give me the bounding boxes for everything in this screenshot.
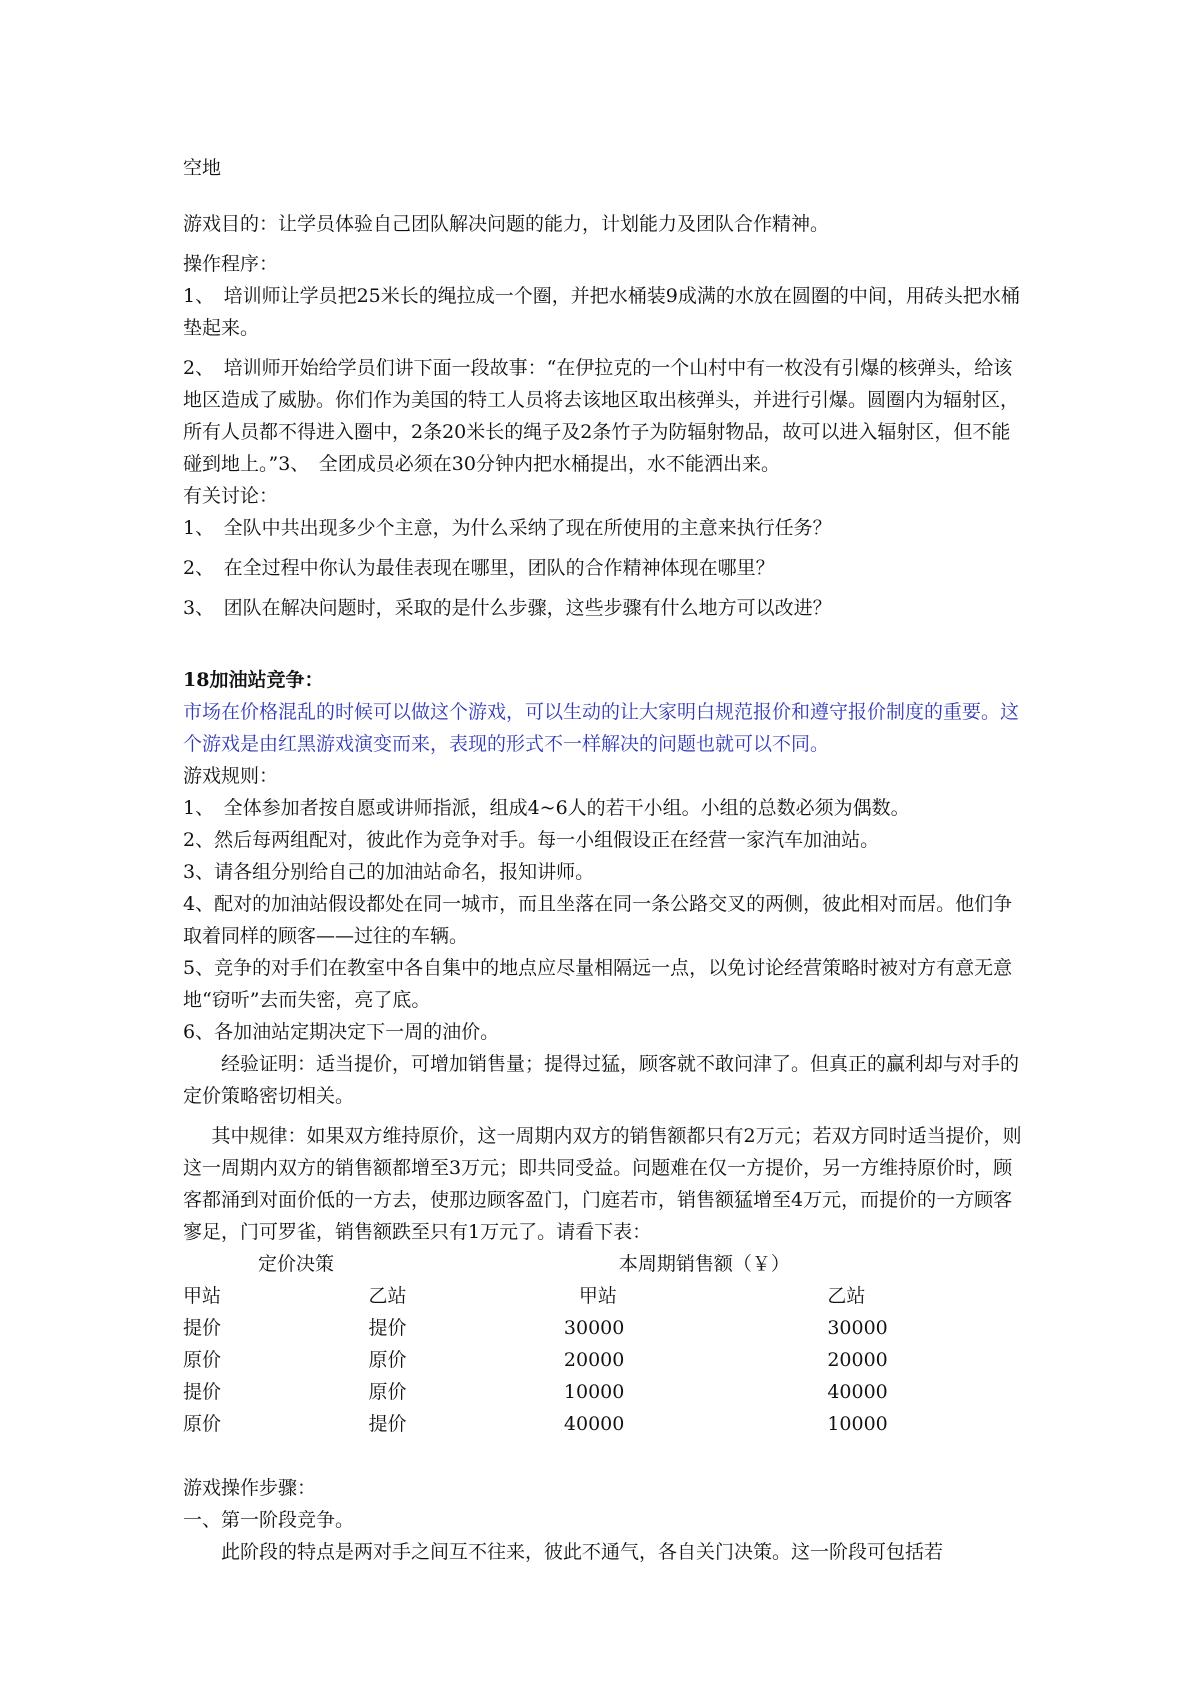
discussion-heading: 有关讨论： — [183, 485, 279, 507]
rules-heading: 游戏规则： — [183, 765, 279, 787]
table-row — [183, 1408, 1023, 1440]
procedure-heading: 操作程序： — [183, 253, 279, 275]
col-sales-b: 乙站 — [827, 1285, 866, 1307]
table-row — [183, 1376, 1023, 1408]
procedure-step-1: 1、 培训师让学员把25米长的绳拉成一个圈，并把水桶装9成满的水放在圆圈的中间，用砖头把水桶垫起来。 — [183, 285, 1020, 339]
rule-5: 5、竞争的对手们在教室中各自集中的地点应尽量相隔远一点，以免讨论经营策略时被对方有意无意地“窃听”去而失密，亮了底。 — [183, 957, 1013, 1011]
table-cell: 原价 — [183, 1413, 222, 1435]
table-cell: 40000 — [563, 1413, 625, 1435]
game-purpose: 游戏目的：让学员体验自己团队解决问题的能力，计划能力及团队合作精神。 — [183, 213, 830, 235]
table-cell: 40000 — [827, 1381, 888, 1403]
stage-1-heading: 一、第一阶段竞争。 — [183, 1509, 355, 1531]
section-18-title: 18加油站竞争： — [183, 669, 324, 691]
table-cell: 10000 — [563, 1381, 625, 1403]
table-row — [183, 1344, 1023, 1376]
header-pricing-decision: 定价决策 — [258, 1253, 335, 1275]
stage-1-description: 此阶段的特点是两对手之间互不往来，彼此不通气，各自关门决策。这一阶段可包括若 — [221, 1541, 944, 1563]
table-cell: 30000 — [827, 1317, 888, 1339]
discussion-item-2: 2、 在全过程中你认为最佳表现在哪里，团队的合作精神体现在哪里？ — [183, 557, 775, 579]
table-cell: 30000 — [563, 1317, 625, 1339]
table-cell: 原价 — [368, 1349, 407, 1371]
table-cell: 20000 — [563, 1349, 625, 1371]
venue-line: 空地 — [183, 157, 222, 179]
table-cell: 20000 — [827, 1349, 888, 1371]
pricing-table — [183, 1248, 1023, 1440]
header-sales: 本周期销售额（￥） — [618, 1253, 790, 1275]
section-18-intro: 市场在价格混乱的时候可以做这个游戏，可以生动的让大家明白规范报价和遵守报价制度的重要。这个游戏是由红黑游戏演变而来，表现的形式不一样解决的问题也就可以不同。 — [183, 701, 1020, 755]
table-cell: 提价 — [183, 1317, 222, 1339]
discussion-item-1: 1、 全队中共出现多少个主意，为什么采纳了现在所使用的主意来执行任务？ — [183, 517, 832, 539]
col-station-a: 甲站 — [183, 1285, 222, 1307]
table-cell: 原价 — [368, 1381, 407, 1403]
table-cell: 原价 — [183, 1349, 222, 1371]
table-cell: 10000 — [827, 1413, 888, 1435]
law-paragraph: 其中规律：如果双方维持原价，这一周期内双方的销售额都只有2万元；若双方同时适当提价，则这一周期内双方的销售额都增至3万元；即共同受益。问题难在仅一方提价，另一方维持原价时，顾客都涌到对面价低的一方去，使那边顾客盈门，门庭若市，销售额猛增至4万元，而提价的一方顾客寥足，门可罗雀，销售额跌至只有1万元了。请看下表： — [183, 1125, 1022, 1243]
steps-heading: 游戏操作步骤： — [183, 1477, 317, 1499]
col-station-b: 乙站 — [368, 1285, 407, 1307]
table-cell: 提价 — [368, 1413, 407, 1435]
document-body — [183, 152, 1023, 1568]
rule-1: 1、 全体参加者按自愿或讲师指派，组成4~6人的若干小组。小组的总数必须为偶数。 — [183, 797, 910, 819]
rule-6: 6、各加油站定期决定下一周的油价。 — [183, 1021, 500, 1043]
table-row — [183, 1312, 1023, 1344]
table-group-header — [183, 1248, 1023, 1280]
rule-2: 2、然后每两组配对，彼此作为竞争对手。每一小组假设正在经营一家汽车加油站。 — [183, 829, 880, 851]
rule-3: 3、请各组分别给自己的加油站命名，报知讲师。 — [183, 861, 595, 883]
col-sales-a: 甲站 — [578, 1285, 617, 1307]
experience-paragraph: 经验证明：适当提价，可增加销售量；提得过猛，顾客就不敢问津了。但真正的赢利却与对手的定价策略密切相关。 — [183, 1053, 1020, 1107]
discussion-item-3: 3、 团队在解决问题时，采取的是什么步骤，这些步骤有什么地方可以改进？ — [183, 597, 832, 619]
table-cell: 提价 — [183, 1381, 222, 1403]
procedure-step-2: 2、 培训师开始给学员们讲下面一段故事：“在伊拉克的一个山村中有一枚没有引爆的核弹头，给该地区造成了威胁。你们作为美国的特工人员将去该地区取出核弹头，并进行引爆。圆圈内为辐射区，所有人员都不得进入圈中，2条20米长的绳子及2条竹子为防辐射物品，故可以进入辐射区，但不能碰到地上。”3、 全团成员必须在30分钟内把水桶提出，水不能洒出来。 — [183, 357, 1020, 475]
table-cell: 提价 — [368, 1317, 407, 1339]
rule-4: 4、配对的加油站假设都处在同一城市，而且坐落在同一条公路交叉的两侧，彼此相对而居。他们争取着同样的顾客——过往的车辆。 — [183, 893, 1013, 947]
table-column-header — [183, 1280, 1023, 1312]
